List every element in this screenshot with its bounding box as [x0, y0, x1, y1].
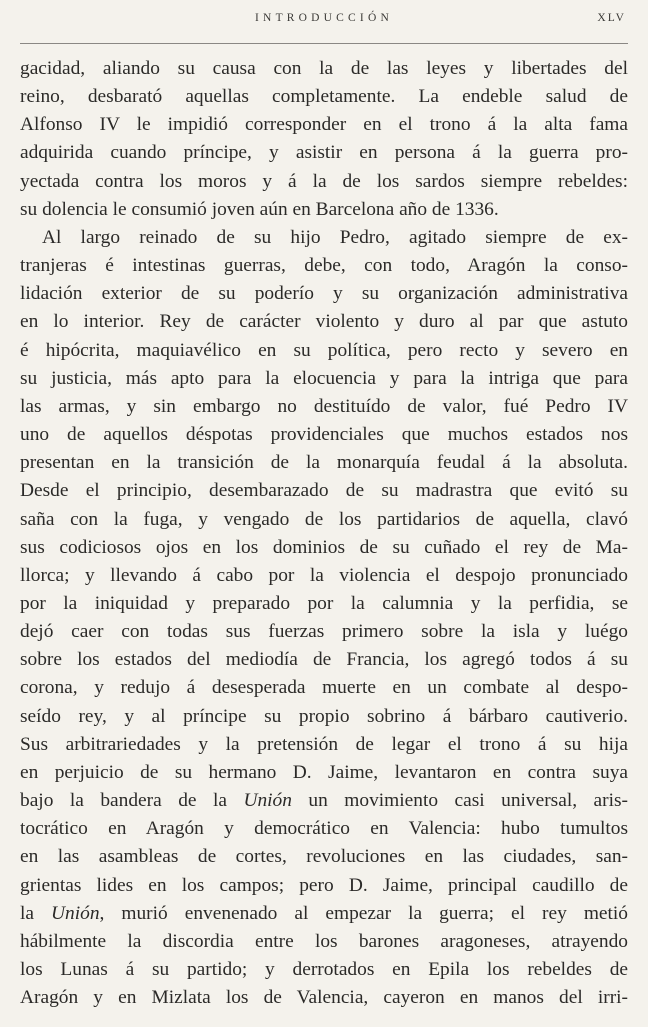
- text-segment: seído rey, y al príncipe su propio sobrino á bárbaro cautiverio.: [20, 705, 628, 727]
- text-line: [20, 83, 628, 111]
- text-segment: por la iniquidad y preparado por la calumnia y la perfidia, se: [20, 592, 628, 614]
- text-line: [20, 759, 628, 787]
- text-segment: sus codiciosos ojos en los dominios de su cuñado el rey de Ma-: [20, 536, 628, 558]
- text-segment: la: [20, 902, 52, 924]
- header-rule: [20, 43, 628, 44]
- text-line: [20, 449, 628, 477]
- text-line: [20, 646, 628, 674]
- italic-term: Unión: [51, 902, 100, 924]
- text-segment: corona, y redujo á desesperada muerte en un combate al despo-: [20, 677, 628, 699]
- text-segment: lidación exterior de su poderío y su organización administrativa: [20, 283, 628, 305]
- text-segment: presentan en la transición de la monarquía feudal á la absoluta.: [20, 452, 628, 474]
- text-line: [20, 337, 628, 365]
- running-title: INTRODUCCIÓN: [255, 12, 393, 24]
- text-segment: Aragón y en Mizlata los de Valencia, cayeron en manos del irri-: [20, 987, 628, 1009]
- text-segment: reino, desbarató aquellas completamente. La endeble salud de: [20, 86, 628, 108]
- text-line: [20, 731, 628, 759]
- text-line: [20, 168, 628, 196]
- text-line: [20, 843, 628, 871]
- text-line: [20, 562, 628, 590]
- text-line: [20, 477, 628, 505]
- text-segment: Al largo reinado de su hijo Pedro, agitado siempre de ex-: [42, 226, 628, 248]
- text-line: [20, 224, 628, 252]
- text-line: [20, 55, 628, 83]
- text-line: [20, 618, 628, 646]
- text-line: [20, 196, 628, 224]
- text-line: [20, 365, 628, 393]
- text-line: [20, 139, 628, 167]
- text-segment: Alfonso IV le impidió corresponder en el trono á la alta fama: [20, 114, 628, 136]
- text-line: [20, 703, 628, 731]
- text-segment: hábilmente la discordia entre los barones aragoneses, atrayendo: [20, 930, 628, 952]
- text-line: [20, 815, 628, 843]
- text-line: [20, 280, 628, 308]
- page-number: XLV: [597, 12, 626, 24]
- text-line: [20, 590, 628, 618]
- text-line: [20, 674, 628, 702]
- text-segment: yectada contra los moros y á la de los sardos siempre rebeldes:: [20, 170, 628, 192]
- text-segment: adquirida cuando príncipe, y asistir en persona á la guerra pro-: [20, 142, 628, 164]
- text-line: [20, 506, 628, 534]
- running-head: [20, 12, 628, 32]
- text-segment: bajo la bandera de la: [20, 790, 244, 812]
- text-segment: las armas, y sin embargo no destituído de valor, fué Pedro IV: [20, 395, 628, 417]
- text-segment: dejó caer con todas sus fuerzas primero sobre la isla y luégo: [20, 621, 628, 643]
- text-line: [20, 787, 628, 815]
- text-segment: é hipócrita, maquiavélico en su política, pero recto y severo en: [20, 339, 628, 361]
- text-segment: Desde el principio, desembarazado de su madrastra que evitó su: [20, 480, 628, 502]
- text-segment: , murió envenenado al empezar la guerra; el rey metió: [99, 902, 628, 924]
- text-segment: gacidad, aliando su causa con la de las leyes y libertades del: [20, 58, 628, 79]
- text-line: [20, 421, 628, 449]
- italic-term: Unión: [243, 790, 292, 812]
- text-line: [20, 984, 628, 1012]
- text-segment: sobre los estados del mediodía de Francia, los agregó todos á su: [20, 649, 628, 671]
- text-line: [20, 308, 628, 336]
- text-segment: su dolencia le consumió joven aún en Barcelona año de 1336.: [20, 198, 499, 220]
- text-line: [20, 900, 628, 928]
- text-segment: llorca; y llevando á cabo por la violencia el despojo pronunciado: [20, 564, 628, 586]
- text-segment: los Lunas á su partido; y derrotados en Epila los rebeldes de: [20, 959, 628, 980]
- text-line: [20, 252, 628, 280]
- text-segment: uno de aquellos déspotas providenciales que muchos estados nos: [20, 424, 628, 446]
- text-line: [20, 111, 628, 139]
- text-line: [20, 956, 628, 984]
- text-line: [20, 534, 628, 562]
- text-line: [20, 393, 628, 421]
- text-segment: un movimiento casi universal, aris-: [291, 790, 628, 812]
- body-text: [20, 55, 628, 1012]
- text-segment: saña con la fuga, y vengado de los partidarios de aquella, clavó: [20, 508, 628, 530]
- text-line: [20, 872, 628, 900]
- text-segment: grientas lides en los campos; pero D. Jaime, principal caudillo de: [20, 874, 628, 896]
- text-segment: tocrático en Aragón y democrático en Valencia: hubo tumultos: [20, 818, 628, 840]
- text-segment: en perjuicio de su hermano D. Jaime, levantaron en contra suya: [20, 761, 628, 783]
- text-segment: en las asambleas de cortes, revoluciones en las ciudades, san-: [20, 846, 628, 868]
- text-segment: su justicia, más apto para la elocuencia y para la intriga que para: [20, 367, 628, 389]
- text-segment: en lo interior. Rey de carácter violento y duro al par que astuto: [20, 311, 628, 333]
- text-line: [20, 928, 628, 956]
- text-segment: Sus arbitrariedades y la pretensión de legar el trono á su hija: [20, 733, 628, 755]
- text-segment: tranjeras é intestinas guerras, debe, con todo, Aragón la conso-: [20, 255, 628, 277]
